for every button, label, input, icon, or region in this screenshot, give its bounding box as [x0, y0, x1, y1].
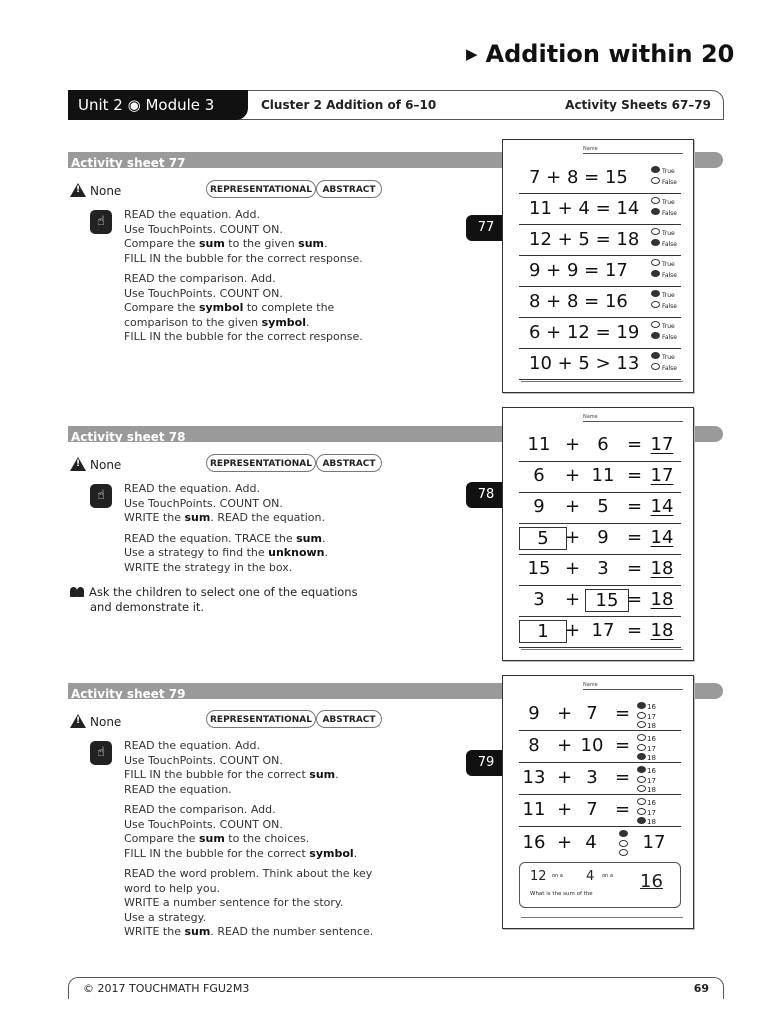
true-false-bubbles: True False — [651, 166, 677, 188]
equation-text: 7 + 8 = 15 — [529, 167, 628, 188]
name-line: Name — [583, 414, 683, 422]
equation-row — [519, 762, 681, 795]
equation-row — [519, 461, 681, 493]
sum-choice-bubbles: 16 17 18 — [637, 766, 656, 795]
abstract-tag: ABSTRACT — [316, 454, 382, 472]
instr-line: Compare the sum to the choices. — [124, 832, 310, 845]
operator: + — [557, 832, 573, 853]
equals-sign: = — [615, 799, 631, 820]
addend: 3 — [586, 767, 598, 788]
instr-line: READ the equation. Add. — [124, 739, 260, 752]
instr-line: comparison to the given symbol. — [124, 315, 310, 329]
equals-sign: = — [627, 496, 643, 517]
instr-line: Use TouchPoints. COUNT ON. — [124, 817, 283, 831]
addend: 5 — [519, 527, 567, 550]
addend: 10 — [580, 735, 604, 756]
instr-line: Use TouchPoints. COUNT ON. — [124, 753, 283, 767]
sum-value: 17 — [650, 465, 674, 486]
none-text: None — [90, 458, 122, 472]
compare-value: 17 — [642, 832, 666, 853]
representational-tag: REPRESENTATIONAL — [206, 454, 316, 472]
copyright-text: © 2017 TOUCHMATH FGU2M3 — [83, 982, 250, 995]
operator: + — [565, 465, 581, 486]
operator: + — [565, 558, 581, 579]
instr-line: WRITE the strategy in the box. — [124, 560, 293, 574]
true-false-bubbles: True False — [651, 197, 677, 219]
instr-line: WRITE the sum. READ the equation. — [124, 511, 325, 524]
cluster-label: Cluster 2 Addition of 6–10 — [261, 98, 437, 112]
operator: + — [557, 703, 573, 724]
equals-sign: = — [627, 465, 643, 486]
operator: + — [565, 527, 581, 548]
sum-value: 14 — [650, 527, 674, 548]
abstract-tag: ABSTRACT — [316, 180, 382, 198]
wp-answer: 16 — [640, 871, 663, 892]
operator: + — [557, 735, 573, 756]
warning-icon — [70, 183, 86, 197]
instr-line: FILL IN the bubble for the correct response. — [124, 251, 363, 265]
instr-line: Use a strategy to find the unknown. — [124, 546, 328, 559]
instr-line: FILL IN the bubble for the correct symbol. — [124, 846, 358, 860]
abstract-tag: ABSTRACT — [316, 710, 382, 728]
instr-line: Use TouchPoints. COUNT ON. — [124, 286, 283, 300]
word-problem-box — [519, 862, 681, 908]
sum-value: 14 — [650, 496, 674, 517]
activity-sheets-label: Activity Sheets 67–79 — [565, 98, 711, 112]
operator: + — [565, 434, 581, 455]
worksheet-78 — [502, 407, 694, 661]
addend: 5 — [597, 496, 609, 517]
section-title: Activity sheet 79 — [71, 687, 186, 701]
sum-choice-bubbles: 16 17 18 — [637, 734, 656, 763]
addend: 16 — [522, 832, 546, 853]
wp-text: on a — [552, 873, 563, 879]
equation-row — [519, 616, 681, 648]
addend: 15 — [585, 589, 629, 612]
materials-none — [70, 183, 121, 198]
page-number: 69 — [693, 982, 709, 995]
equation-row — [519, 794, 681, 827]
instr-line: READ the equation. Add. — [124, 208, 260, 221]
instructions-78 — [124, 482, 504, 581]
instructions-77 — [124, 208, 504, 351]
sheet-footer — [521, 649, 683, 656]
equation-row — [519, 317, 681, 349]
instr-line: READ the comparison. Add. — [124, 803, 276, 816]
operator: + — [565, 496, 581, 517]
instr-line: READ the equation. Add. — [124, 482, 260, 495]
instr-line: READ the word problem. Think about the key — [124, 867, 373, 880]
name-line: Name — [583, 682, 683, 690]
name-line: Name — [583, 146, 683, 154]
sum-value: 18 — [650, 558, 674, 579]
instr-line: READ the equation. TRACE the sum. — [124, 531, 326, 545]
equals-sign: = — [627, 558, 643, 579]
equation-text: 11 + 4 = 14 — [529, 198, 640, 219]
sum-choice-bubbles: 16 17 18 — [637, 702, 656, 731]
true-false-bubbles: True False — [651, 228, 677, 250]
sum-value: 18 — [650, 620, 674, 641]
wp-text: on a — [602, 873, 613, 879]
equals-sign: = — [627, 620, 643, 641]
none-text: None — [90, 184, 122, 198]
materials-none — [70, 714, 121, 729]
instr-line: FILL IN the bubble for the correct sum. — [124, 768, 339, 781]
equation-text: 9 + 9 = 17 — [529, 260, 628, 281]
true-false-bubbles: True False — [651, 352, 677, 374]
page-title — [466, 40, 734, 68]
addend: 9 — [533, 496, 545, 517]
triangle-right-icon: ▶ — [466, 45, 478, 63]
instr-line: Compare the sum to the given sum. — [124, 237, 328, 250]
addend: 7 — [586, 703, 598, 724]
addend: 4 — [585, 832, 597, 853]
materials-none — [70, 457, 121, 472]
true-false-bubbles: True False — [651, 321, 677, 343]
equation-row — [519, 286, 681, 318]
equation-row — [519, 698, 681, 731]
module-bar — [68, 90, 724, 120]
instr-line: Use TouchPoints. COUNT ON. — [124, 496, 283, 510]
representational-tag: REPRESENTATIONAL — [206, 710, 316, 728]
sheet-badge-77: 77 — [466, 215, 506, 241]
operator: + — [565, 589, 581, 610]
wp-question: What is the sum of the — [530, 891, 593, 897]
addend: 6 — [533, 465, 545, 486]
wp-number: 4 — [586, 869, 595, 884]
equals-sign: = — [615, 735, 631, 756]
symbol-bubbles — [619, 830, 629, 859]
instructions-79 — [124, 739, 504, 946]
equation-row — [519, 224, 681, 256]
warning-icon — [70, 457, 86, 471]
operator: + — [565, 620, 581, 641]
sum-value: 18 — [650, 589, 674, 610]
addend: 11 — [527, 434, 551, 455]
true-false-bubbles: True False — [651, 259, 677, 281]
sheet-footer — [521, 917, 683, 924]
addend: 13 — [522, 767, 546, 788]
addend: 8 — [528, 735, 540, 756]
addend: 11 — [522, 799, 546, 820]
equation-text: 6 + 12 = 19 — [529, 322, 640, 343]
worksheet-79 — [502, 675, 694, 929]
equation-row — [519, 193, 681, 225]
equation-text: 8 + 8 = 16 — [529, 291, 628, 312]
instr-line: word to help you. — [124, 881, 221, 895]
group-activity-note: Ask the children to select one of the equations and demonstrate it. — [70, 585, 358, 614]
equation-text: 10 + 5 > 13 — [529, 353, 640, 374]
sum-choice-bubbles: 16 17 18 — [637, 798, 656, 827]
touchmath-hand-icon: ☝ — [90, 210, 112, 234]
equation-row — [519, 523, 681, 555]
worksheet-77 — [502, 139, 694, 393]
sum-value: 17 — [650, 434, 674, 455]
instr-line: READ the comparison. Add. — [124, 272, 276, 285]
sheet-footer — [521, 381, 683, 388]
unit-module-label: Unit 2 ◉ Module 3 — [68, 90, 248, 120]
instr-line: WRITE a number sentence for the story. — [124, 896, 344, 909]
page-title-text: Addition within 20 — [485, 40, 735, 68]
instr-line: FILL IN the bubble for the correct response. — [124, 330, 363, 343]
compare-row — [519, 826, 681, 860]
addend: 6 — [597, 434, 609, 455]
instr-line: READ the equation. — [124, 782, 232, 796]
touchmath-hand-icon: ☝ — [90, 741, 112, 765]
warning-icon — [70, 714, 86, 728]
equation-row — [519, 554, 681, 586]
sheet-badge-79: 79 — [466, 750, 506, 776]
operator: + — [557, 799, 573, 820]
equation-row — [519, 348, 681, 380]
addend: 3 — [597, 558, 609, 579]
addend: 9 — [597, 527, 609, 548]
addend: 1 — [519, 620, 567, 643]
addend: 7 — [586, 799, 598, 820]
none-text: None — [90, 715, 122, 729]
section-title: Activity sheet 77 — [71, 156, 186, 170]
equation-row — [519, 430, 681, 462]
equation-row — [519, 162, 681, 194]
addend: 11 — [591, 465, 615, 486]
instr-line: Compare the symbol to complete the — [124, 301, 335, 314]
addend: 9 — [528, 703, 540, 724]
touchmath-hand-icon: ☝ — [90, 484, 112, 508]
operator: + — [557, 767, 573, 788]
equals-sign: = — [627, 589, 643, 610]
section-title: Activity sheet 78 — [71, 430, 186, 444]
equation-row — [519, 255, 681, 287]
instr-line: Use a strategy. — [124, 910, 207, 924]
instr-line: WRITE the sum. READ the number sentence. — [124, 925, 374, 938]
equation-row — [519, 730, 681, 763]
instr-line: Use TouchPoints. COUNT ON. — [124, 222, 283, 236]
addend: 15 — [527, 558, 551, 579]
equals-sign: = — [615, 767, 631, 788]
sheet-badge-78: 78 — [466, 482, 506, 508]
group-icon — [70, 587, 86, 597]
equals-sign: = — [627, 527, 643, 548]
page-footer — [68, 977, 724, 999]
equation-row — [519, 492, 681, 524]
equation-row — [519, 585, 681, 617]
addend: 17 — [591, 620, 615, 641]
representational-tag: REPRESENTATIONAL — [206, 180, 316, 198]
equation-text: 12 + 5 = 18 — [529, 229, 640, 250]
true-false-bubbles: True False — [651, 290, 677, 312]
equals-sign: = — [615, 703, 631, 724]
addend: 3 — [533, 589, 545, 610]
equals-sign: = — [627, 434, 643, 455]
wp-number: 12 — [530, 869, 547, 884]
